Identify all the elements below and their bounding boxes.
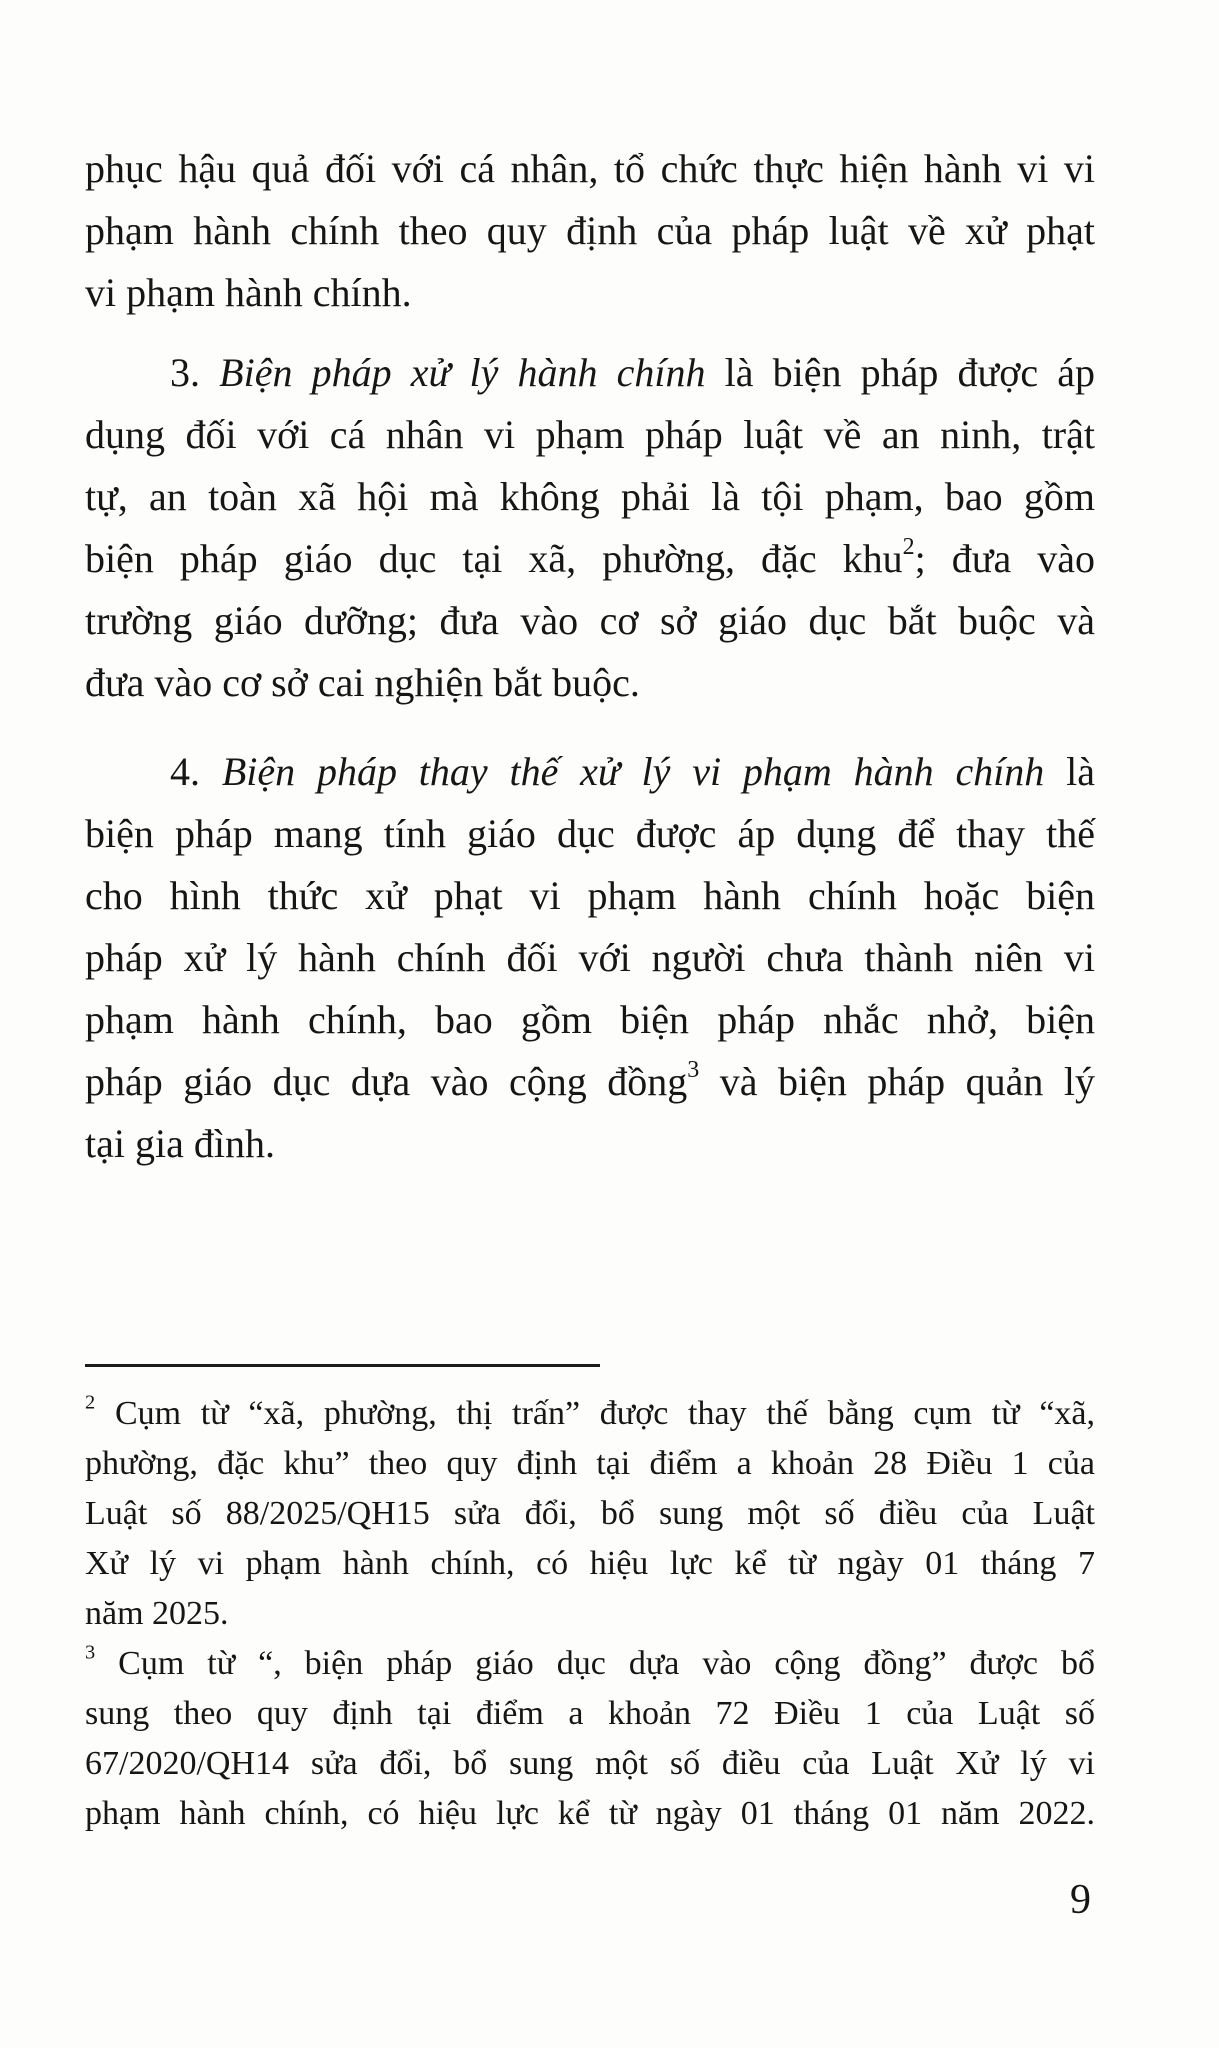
text-segment: biện pháp giáo dục tại xã, phường, đặc khu: [85, 536, 903, 581]
footnote-2: [85, 1389, 1095, 1639]
footnote-separator: [85, 1364, 600, 1367]
text-line: [85, 803, 1095, 865]
footnote-reference: 2: [902, 534, 915, 560]
defined-term: Biện pháp xử lý hành chính: [219, 350, 706, 395]
text-line: [85, 528, 1095, 590]
text-line: [85, 1489, 1095, 1539]
text-line: [85, 741, 1095, 803]
text-segment: 67/2020/QH14 sửa đổi, bổ sung một số điều của Luật Xử lý vi: [85, 1745, 1095, 1782]
text-segment: Cụm từ “, biện pháp giáo dục dựa vào cộng đồng” được bổ: [95, 1645, 1095, 1682]
page-number: 9: [1070, 1877, 1091, 1923]
text-line: [85, 1789, 1095, 1839]
text-segment: pháp xử lý hành chính đối với người chưa thành niên vi: [85, 935, 1095, 980]
defined-term: Biện pháp thay thế xử lý vi phạm hành chính: [221, 749, 1045, 794]
text-line: [85, 652, 1095, 714]
text-segment: đưa vào cơ sở cai nghiện bắt buộc.: [85, 660, 640, 705]
paragraph-continuation: [85, 138, 1095, 324]
text-line: [85, 1439, 1095, 1489]
text-segment: Luật số 88/2025/QH15 sửa đổi, bổ sung một số điều của Luật: [85, 1495, 1095, 1532]
footnote-reference: 3: [687, 1057, 700, 1083]
text-line: [85, 1389, 1095, 1439]
text-segment: 4.: [170, 749, 222, 794]
text-line: [85, 927, 1095, 989]
text-line: [85, 1539, 1095, 1589]
text-segment: vi phạm hành chính.: [85, 270, 412, 315]
text-line: [85, 590, 1095, 652]
text-segment: tại gia đình.: [85, 1121, 275, 1166]
text-segment: phục hậu quả đối với cá nhân, tổ chức thực hiện hành vi vi: [85, 146, 1095, 191]
text-segment: cho hình thức xử phạt vi phạm hành chính hoặc biện: [85, 873, 1095, 918]
text-segment: Cụm từ “xã, phường, thị trấn” được thay thế bằng cụm từ “xã,: [95, 1395, 1095, 1432]
text-segment: tự, an toàn xã hội mà không phải là tội phạm, bao gồm: [85, 474, 1095, 519]
text-segment: là: [1044, 749, 1096, 794]
text-segment: năm 2025.: [85, 1595, 229, 1632]
text-line: [85, 989, 1095, 1051]
text-segment: pháp giáo dục dựa vào cộng đồng: [85, 1059, 688, 1104]
text-line: [85, 466, 1095, 528]
footnote-reference: 3: [85, 1641, 96, 1664]
footnote-reference: 2: [85, 1391, 96, 1414]
paragraph-3-administrative-handling-measures: [85, 342, 1095, 714]
text-line: [85, 404, 1095, 466]
text-segment: phạm hành chính, bao gồm biện pháp nhắc nhở, biện: [85, 997, 1095, 1042]
text-segment: phường, đặc khu” theo quy định tại điểm a khoản 28 Điều 1 của: [85, 1445, 1095, 1482]
text-line: [85, 1113, 1095, 1175]
text-segment: phạm hành chính, có hiệu lực kể từ ngày 01 tháng 01 năm 2022.: [85, 1795, 1095, 1832]
footnote-3: [85, 1639, 1095, 1839]
text-segment: là biện pháp được áp: [705, 350, 1096, 395]
text-segment: trường giáo dưỡng; đưa vào cơ sở giáo dục bắt buộc và: [85, 598, 1095, 643]
text-line: [85, 1589, 1095, 1639]
text-segment: và biện pháp quản lý: [699, 1059, 1095, 1104]
paragraph-4-alternative-measures: [85, 741, 1095, 1175]
text-line: [85, 262, 1095, 324]
text-line: [85, 1739, 1095, 1789]
text-line: [85, 138, 1095, 200]
text-segment: sung theo quy định tại điểm a khoản 72 Điều 1 của Luật số: [85, 1695, 1095, 1732]
text-segment: 3.: [170, 350, 220, 395]
text-line: [85, 200, 1095, 262]
text-line: [85, 1689, 1095, 1739]
text-segment: Xử lý vi phạm hành chính, có hiệu lực kể từ ngày 01 tháng 7: [85, 1545, 1095, 1582]
text-segment: biện pháp mang tính giáo dục được áp dụng để thay thế: [85, 811, 1095, 856]
text-segment: dụng đối với cá nhân vi phạm pháp luật về an ninh, trật: [85, 412, 1095, 457]
text-line: [85, 342, 1095, 404]
text-line: [85, 1639, 1095, 1689]
text-segment: ; đưa vào: [914, 536, 1095, 581]
text-line: [85, 865, 1095, 927]
text-line: [85, 1051, 1095, 1113]
text-segment: phạm hành chính theo quy định của pháp luật về xử phạt: [85, 208, 1095, 253]
